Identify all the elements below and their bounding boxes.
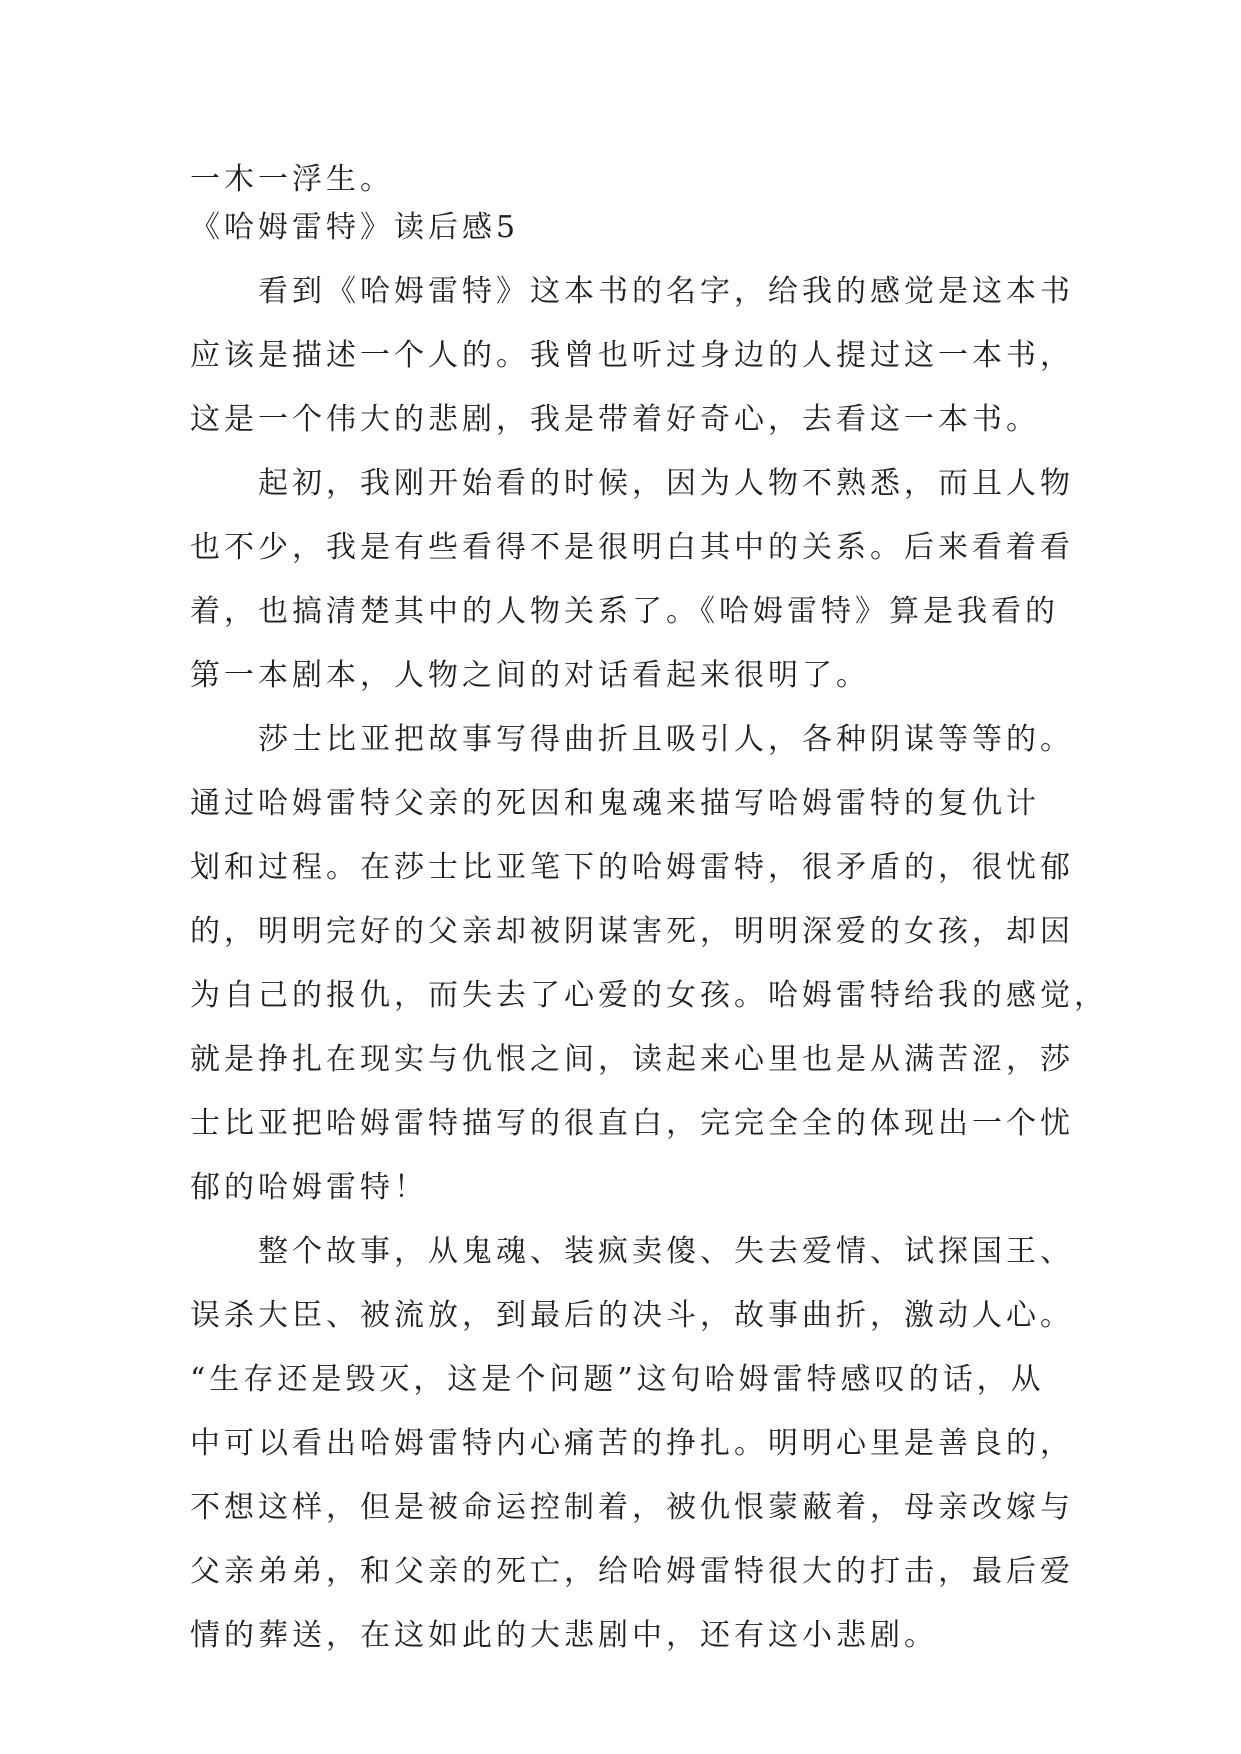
text-line: 第一本剧本，人物之间的对话看起来很明了。 [190, 658, 870, 693]
text-line: 误杀大臣、被流放，到最后的决斗，故事曲折，激动人心。 [190, 1298, 1074, 1333]
paragraph-first-line: 整个故事，从鬼魂、装疯卖傻、失去爱情、试探国王、 [258, 1234, 1074, 1269]
text-line: 这是一个伟大的悲剧，我是带着好奇心，去看这一本书。 [190, 402, 1040, 437]
text-line: “生存还是毁灭，这是个问题”这句哈姆雷特感叹的话，从 [190, 1362, 1045, 1397]
text-line: 就是挣扎在现实与仇恨之间，读起来心里也是从满苦涩，莎 [190, 1042, 1074, 1077]
paragraph-first-line: 看到《哈姆雷特》这本书的名字，给我的感觉是这本书 [258, 274, 1074, 309]
text-line: 应该是描述一个人的。我曾也听过身边的人提过这一本书， [190, 338, 1074, 373]
text-line: 也不少，我是有些看得不是很明白其中的关系。后来看着看 [190, 530, 1074, 565]
text-line: 情的葬送，在这如此的大悲剧中，还有这小悲剧。 [190, 1618, 938, 1653]
text-line: 一木一浮生。 [190, 162, 394, 197]
text-line: 划和过程。在莎士比亚笔下的哈姆雷特，很矛盾的，很忧郁 [190, 850, 1074, 885]
paragraph-first-line: 起初，我刚开始看的时候，因为人物不熟悉，而且人物 [258, 466, 1074, 501]
section-title: 《哈姆雷特》读后感5 [190, 210, 520, 245]
text-line: 父亲弟弟，和父亲的死亡，给哈姆雷特很大的打击，最后爱 [190, 1554, 1074, 1589]
text-line: 为自己的报仇，而失去了心爱的女孩。哈姆雷特给我的感觉， [190, 978, 1108, 1013]
document-body [190, 156, 1108, 1660]
text-line: 郁的哈姆雷特！ [190, 1170, 428, 1205]
text-line: 士比亚把哈姆雷特描写的很直白，完完全全的体现出一个忧 [190, 1106, 1074, 1141]
text-line: 通过哈姆雷特父亲的死因和鬼魂来描写哈姆雷特的复仇计 [190, 786, 1040, 821]
paragraph-first-line: 莎士比亚把故事写得曲折且吸引人，各种阴谋等等的。 [258, 722, 1074, 757]
text-line: 着，也搞清楚其中的人物关系了。《哈姆雷特》算是我看的 [190, 594, 1059, 629]
text-line: 的，明明完好的父亲却被阴谋害死，明明深爱的女孩，却因 [190, 914, 1074, 949]
text-line: 中可以看出哈姆雷特内心痛苦的挣扎。明明心里是善良的， [190, 1426, 1074, 1461]
text-line: 不想这样，但是被命运控制着，被仇恨蒙蔽着，母亲改嫁与 [190, 1490, 1074, 1525]
